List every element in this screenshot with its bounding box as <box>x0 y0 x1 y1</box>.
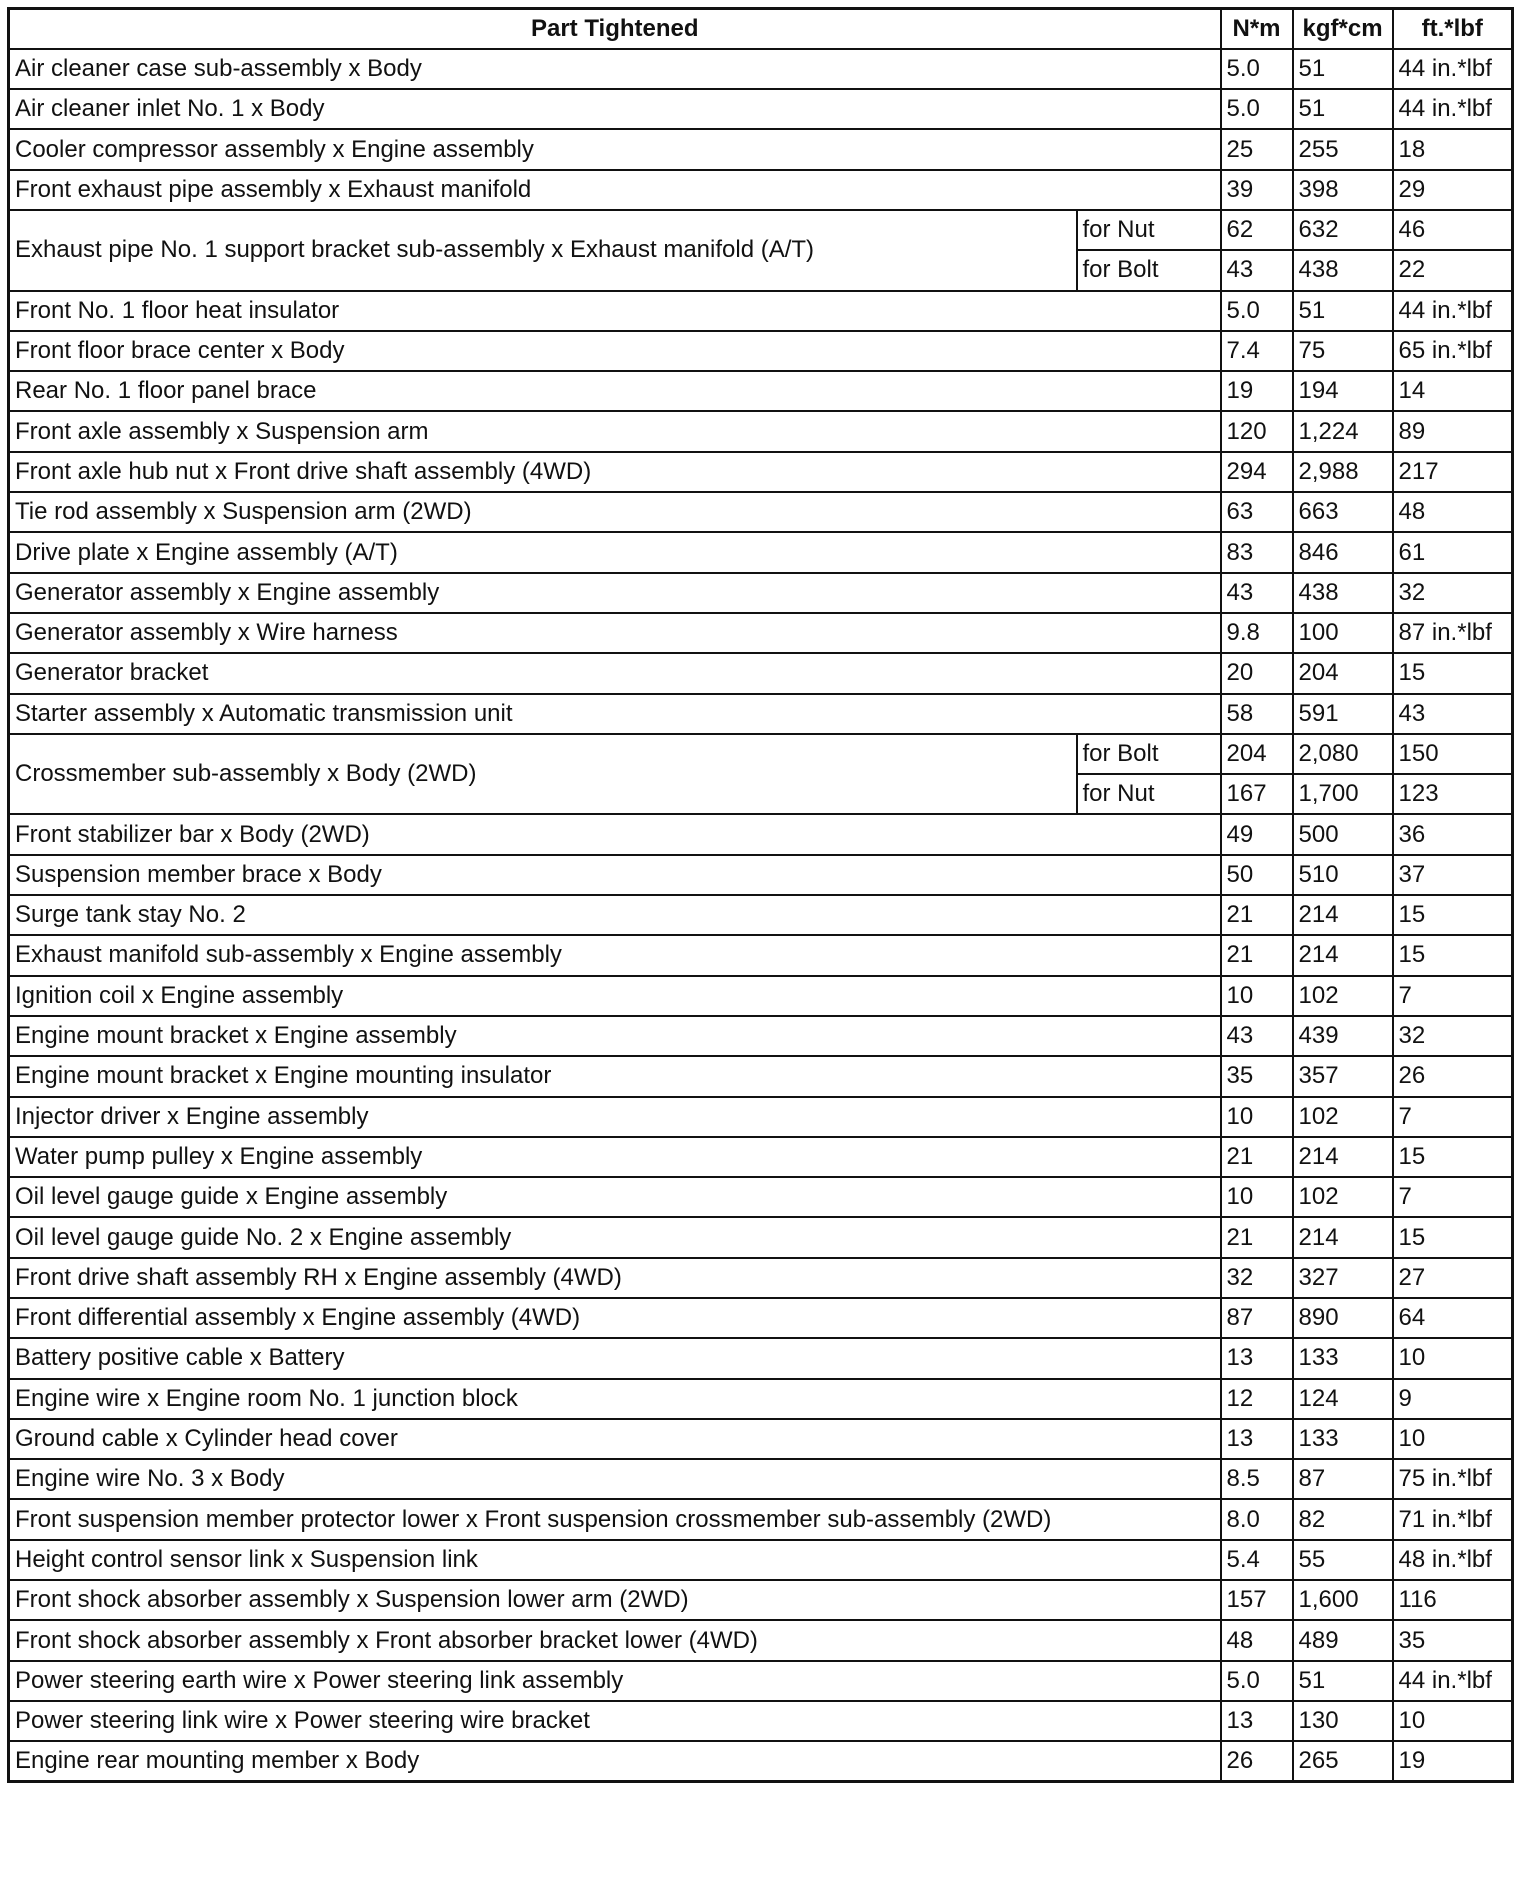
header-nm: N*m <box>1221 9 1293 49</box>
table-row <box>9 492 1513 532</box>
nm-cell: 35 <box>1221 1056 1293 1096</box>
nm-cell: 26 <box>1221 1741 1293 1781</box>
kgf-cm-cell: 890 <box>1293 1298 1393 1338</box>
ft-lbf-cell: 44 in.*lbf <box>1393 291 1513 331</box>
ft-lbf-cell: 65 in.*lbf <box>1393 331 1513 371</box>
kgf-cm-cell: 510 <box>1293 855 1393 895</box>
kgf-cm-cell: 51 <box>1293 291 1393 331</box>
table-row <box>9 734 1513 774</box>
nm-cell: 50 <box>1221 855 1293 895</box>
kgf-cm-cell: 102 <box>1293 1177 1393 1217</box>
table-row <box>9 1580 1513 1620</box>
ft-lbf-cell: 89 <box>1393 411 1513 451</box>
part-cell: Power steering link wire x Power steering wire bracket <box>9 1701 1221 1741</box>
kgf-cm-cell: 489 <box>1293 1620 1393 1660</box>
table-row <box>9 1298 1513 1338</box>
ft-lbf-cell: 217 <box>1393 452 1513 492</box>
ft-lbf-cell: 44 in.*lbf <box>1393 89 1513 129</box>
nm-cell: 21 <box>1221 1137 1293 1177</box>
kgf-cm-cell: 1,600 <box>1293 1580 1393 1620</box>
header-kgf-cm: kgf*cm <box>1293 9 1393 49</box>
nm-cell: 8.0 <box>1221 1499 1293 1539</box>
nm-cell: 87 <box>1221 1298 1293 1338</box>
ft-lbf-cell: 9 <box>1393 1379 1513 1419</box>
kgf-cm-cell: 500 <box>1293 814 1393 854</box>
table-row <box>9 855 1513 895</box>
kgf-cm-cell: 51 <box>1293 1661 1393 1701</box>
kgf-cm-cell: 133 <box>1293 1338 1393 1378</box>
nm-cell: 21 <box>1221 1217 1293 1257</box>
table-row <box>9 1620 1513 1660</box>
nm-cell: 120 <box>1221 411 1293 451</box>
part-cell: Air cleaner case sub-assembly x Body <box>9 49 1221 89</box>
fastener-type-cell: for Nut <box>1077 774 1221 814</box>
ft-lbf-cell: 150 <box>1393 734 1513 774</box>
ft-lbf-cell: 48 <box>1393 492 1513 532</box>
ft-lbf-cell: 44 in.*lbf <box>1393 1661 1513 1701</box>
kgf-cm-cell: 357 <box>1293 1056 1393 1096</box>
part-cell: Engine mount bracket x Engine assembly <box>9 1016 1221 1056</box>
part-cell: Crossmember sub-assembly x Body (2WD) <box>9 734 1077 815</box>
kgf-cm-cell: 327 <box>1293 1258 1393 1298</box>
nm-cell: 13 <box>1221 1338 1293 1378</box>
fastener-type-cell: for Bolt <box>1077 734 1221 774</box>
kgf-cm-cell: 2,080 <box>1293 734 1393 774</box>
nm-cell: 63 <box>1221 492 1293 532</box>
part-cell: Drive plate x Engine assembly (A/T) <box>9 532 1221 572</box>
kgf-cm-cell: 265 <box>1293 1741 1393 1781</box>
table-row <box>9 1741 1513 1781</box>
table-row <box>9 532 1513 572</box>
part-cell: Generator bracket <box>9 653 1221 693</box>
table-row <box>9 1016 1513 1056</box>
table-row <box>9 1258 1513 1298</box>
table-row <box>9 1097 1513 1137</box>
kgf-cm-cell: 102 <box>1293 1097 1393 1137</box>
part-cell: Water pump pulley x Engine assembly <box>9 1137 1221 1177</box>
kgf-cm-cell: 214 <box>1293 1137 1393 1177</box>
part-cell: Front axle assembly x Suspension arm <box>9 411 1221 451</box>
nm-cell: 49 <box>1221 814 1293 854</box>
table-row <box>9 371 1513 411</box>
ft-lbf-cell: 36 <box>1393 814 1513 854</box>
part-cell: Front shock absorber assembly x Suspension lower arm (2WD) <box>9 1580 1221 1620</box>
nm-cell: 5.4 <box>1221 1540 1293 1580</box>
nm-cell: 5.0 <box>1221 291 1293 331</box>
part-cell: Ignition coil x Engine assembly <box>9 976 1221 1016</box>
kgf-cm-cell: 1,224 <box>1293 411 1393 451</box>
nm-cell: 5.0 <box>1221 49 1293 89</box>
table-row <box>9 1499 1513 1539</box>
kgf-cm-cell: 124 <box>1293 1379 1393 1419</box>
part-cell: Front drive shaft assembly RH x Engine assembly (4WD) <box>9 1258 1221 1298</box>
ft-lbf-cell: 35 <box>1393 1620 1513 1660</box>
part-cell: Rear No. 1 floor panel brace <box>9 371 1221 411</box>
nm-cell: 10 <box>1221 976 1293 1016</box>
ft-lbf-cell: 43 <box>1393 694 1513 734</box>
kgf-cm-cell: 51 <box>1293 49 1393 89</box>
table-row <box>9 935 1513 975</box>
table-row <box>9 210 1513 250</box>
nm-cell: 32 <box>1221 1258 1293 1298</box>
kgf-cm-cell: 204 <box>1293 653 1393 693</box>
kgf-cm-cell: 438 <box>1293 573 1393 613</box>
table-row <box>9 452 1513 492</box>
part-cell: Battery positive cable x Battery <box>9 1338 1221 1378</box>
ft-lbf-cell: 123 <box>1393 774 1513 814</box>
table-row <box>9 1056 1513 1096</box>
ft-lbf-cell: 26 <box>1393 1056 1513 1096</box>
part-cell: Engine wire x Engine room No. 1 junction block <box>9 1379 1221 1419</box>
table-row <box>9 694 1513 734</box>
part-cell: Surge tank stay No. 2 <box>9 895 1221 935</box>
kgf-cm-cell: 1,700 <box>1293 774 1393 814</box>
ft-lbf-cell: 19 <box>1393 1741 1513 1781</box>
part-cell: Injector driver x Engine assembly <box>9 1097 1221 1137</box>
part-cell: Height control sensor link x Suspension link <box>9 1540 1221 1580</box>
part-cell: Front differential assembly x Engine assembly (4WD) <box>9 1298 1221 1338</box>
table-row <box>9 814 1513 854</box>
part-cell: Generator assembly x Wire harness <box>9 613 1221 653</box>
nm-cell: 21 <box>1221 895 1293 935</box>
kgf-cm-cell: 102 <box>1293 976 1393 1016</box>
table-row <box>9 170 1513 210</box>
kgf-cm-cell: 663 <box>1293 492 1393 532</box>
ft-lbf-cell: 61 <box>1393 532 1513 572</box>
ft-lbf-cell: 32 <box>1393 1016 1513 1056</box>
ft-lbf-cell: 71 in.*lbf <box>1393 1499 1513 1539</box>
nm-cell: 43 <box>1221 573 1293 613</box>
part-cell: Front suspension member protector lower x Front suspension crossmember sub-assembly (2WD) <box>9 1499 1221 1539</box>
nm-cell: 167 <box>1221 774 1293 814</box>
table-row <box>9 653 1513 693</box>
part-cell: Exhaust manifold sub-assembly x Engine assembly <box>9 935 1221 975</box>
ft-lbf-cell: 87 in.*lbf <box>1393 613 1513 653</box>
ft-lbf-cell: 10 <box>1393 1419 1513 1459</box>
ft-lbf-cell: 27 <box>1393 1258 1513 1298</box>
part-cell: Oil level gauge guide x Engine assembly <box>9 1177 1221 1217</box>
ft-lbf-cell: 64 <box>1393 1298 1513 1338</box>
table-row <box>9 331 1513 371</box>
part-cell: Front No. 1 floor heat insulator <box>9 291 1221 331</box>
kgf-cm-cell: 2,988 <box>1293 452 1393 492</box>
ft-lbf-cell: 15 <box>1393 1217 1513 1257</box>
table-row <box>9 291 1513 331</box>
kgf-cm-cell: 133 <box>1293 1419 1393 1459</box>
ft-lbf-cell: 10 <box>1393 1701 1513 1741</box>
ft-lbf-cell: 14 <box>1393 371 1513 411</box>
ft-lbf-cell: 32 <box>1393 573 1513 613</box>
part-cell: Oil level gauge guide No. 2 x Engine assembly <box>9 1217 1221 1257</box>
ft-lbf-cell: 18 <box>1393 129 1513 169</box>
nm-cell: 48 <box>1221 1620 1293 1660</box>
table-row <box>9 411 1513 451</box>
table-row <box>9 129 1513 169</box>
part-cell: Front stabilizer bar x Body (2WD) <box>9 814 1221 854</box>
kgf-cm-cell: 55 <box>1293 1540 1393 1580</box>
kgf-cm-cell: 194 <box>1293 371 1393 411</box>
nm-cell: 294 <box>1221 452 1293 492</box>
part-cell: Front exhaust pipe assembly x Exhaust manifold <box>9 170 1221 210</box>
kgf-cm-cell: 846 <box>1293 532 1393 572</box>
ft-lbf-cell: 10 <box>1393 1338 1513 1378</box>
kgf-cm-cell: 82 <box>1293 1499 1393 1539</box>
nm-cell: 10 <box>1221 1097 1293 1137</box>
kgf-cm-cell: 87 <box>1293 1459 1393 1499</box>
nm-cell: 12 <box>1221 1379 1293 1419</box>
part-cell: Air cleaner inlet No. 1 x Body <box>9 89 1221 129</box>
fastener-type-cell: for Nut <box>1077 210 1221 250</box>
header-part-tightened: Part Tightened <box>9 9 1221 49</box>
kgf-cm-cell: 398 <box>1293 170 1393 210</box>
ft-lbf-cell: 15 <box>1393 895 1513 935</box>
table-row <box>9 1540 1513 1580</box>
nm-cell: 19 <box>1221 371 1293 411</box>
table-row <box>9 1419 1513 1459</box>
table-row <box>9 1338 1513 1378</box>
nm-cell: 7.4 <box>1221 331 1293 371</box>
ft-lbf-cell: 7 <box>1393 1097 1513 1137</box>
table-row <box>9 1701 1513 1741</box>
table-row <box>9 976 1513 1016</box>
kgf-cm-cell: 51 <box>1293 89 1393 129</box>
part-cell: Cooler compressor assembly x Engine assembly <box>9 129 1221 169</box>
nm-cell: 5.0 <box>1221 1661 1293 1701</box>
nm-cell: 10 <box>1221 1177 1293 1217</box>
ft-lbf-cell: 44 in.*lbf <box>1393 49 1513 89</box>
part-cell: Ground cable x Cylinder head cover <box>9 1419 1221 1459</box>
part-cell: Front axle hub nut x Front drive shaft assembly (4WD) <box>9 452 1221 492</box>
ft-lbf-cell: 37 <box>1393 855 1513 895</box>
fastener-type-cell: for Bolt <box>1077 250 1221 290</box>
table-row <box>9 613 1513 653</box>
table-body <box>9 49 1513 1782</box>
ft-lbf-cell: 22 <box>1393 250 1513 290</box>
ft-lbf-cell: 15 <box>1393 935 1513 975</box>
part-cell: Engine mount bracket x Engine mounting insulator <box>9 1056 1221 1096</box>
table-row <box>9 895 1513 935</box>
ft-lbf-cell: 15 <box>1393 653 1513 693</box>
torque-specification-table <box>7 7 1514 1783</box>
table-row <box>9 1217 1513 1257</box>
ft-lbf-cell: 75 in.*lbf <box>1393 1459 1513 1499</box>
kgf-cm-cell: 130 <box>1293 1701 1393 1741</box>
ft-lbf-cell: 7 <box>1393 1177 1513 1217</box>
part-cell: Exhaust pipe No. 1 support bracket sub-assembly x Exhaust manifold (A/T) <box>9 210 1077 291</box>
nm-cell: 58 <box>1221 694 1293 734</box>
table-row <box>9 1379 1513 1419</box>
kgf-cm-cell: 214 <box>1293 935 1393 975</box>
part-cell: Front shock absorber assembly x Front absorber bracket lower (4WD) <box>9 1620 1221 1660</box>
nm-cell: 8.5 <box>1221 1459 1293 1499</box>
kgf-cm-cell: 438 <box>1293 250 1393 290</box>
table-row <box>9 1459 1513 1499</box>
nm-cell: 157 <box>1221 1580 1293 1620</box>
kgf-cm-cell: 632 <box>1293 210 1393 250</box>
kgf-cm-cell: 591 <box>1293 694 1393 734</box>
ft-lbf-cell: 15 <box>1393 1137 1513 1177</box>
kgf-cm-cell: 214 <box>1293 1217 1393 1257</box>
nm-cell: 62 <box>1221 210 1293 250</box>
part-cell: Generator assembly x Engine assembly <box>9 573 1221 613</box>
nm-cell: 21 <box>1221 935 1293 975</box>
header-ft-lbf: ft.*lbf <box>1393 9 1513 49</box>
ft-lbf-cell: 46 <box>1393 210 1513 250</box>
nm-cell: 20 <box>1221 653 1293 693</box>
table-row <box>9 573 1513 613</box>
part-cell: Front floor brace center x Body <box>9 331 1221 371</box>
kgf-cm-cell: 214 <box>1293 895 1393 935</box>
ft-lbf-cell: 7 <box>1393 976 1513 1016</box>
nm-cell: 43 <box>1221 250 1293 290</box>
nm-cell: 25 <box>1221 129 1293 169</box>
ft-lbf-cell: 29 <box>1393 170 1513 210</box>
nm-cell: 13 <box>1221 1419 1293 1459</box>
part-cell: Engine rear mounting member x Body <box>9 1741 1221 1781</box>
table-row <box>9 1177 1513 1217</box>
kgf-cm-cell: 439 <box>1293 1016 1393 1056</box>
kgf-cm-cell: 255 <box>1293 129 1393 169</box>
nm-cell: 13 <box>1221 1701 1293 1741</box>
part-cell: Power steering earth wire x Power steering link assembly <box>9 1661 1221 1701</box>
kgf-cm-cell: 100 <box>1293 613 1393 653</box>
table-row <box>9 89 1513 129</box>
nm-cell: 5.0 <box>1221 89 1293 129</box>
table-row <box>9 1661 1513 1701</box>
nm-cell: 39 <box>1221 170 1293 210</box>
ft-lbf-cell: 116 <box>1393 1580 1513 1620</box>
nm-cell: 43 <box>1221 1016 1293 1056</box>
header-row <box>9 9 1513 49</box>
nm-cell: 83 <box>1221 532 1293 572</box>
table-row <box>9 49 1513 89</box>
table-row <box>9 1137 1513 1177</box>
kgf-cm-cell: 75 <box>1293 331 1393 371</box>
nm-cell: 204 <box>1221 734 1293 774</box>
part-cell: Suspension member brace x Body <box>9 855 1221 895</box>
part-cell: Engine wire No. 3 x Body <box>9 1459 1221 1499</box>
part-cell: Tie rod assembly x Suspension arm (2WD) <box>9 492 1221 532</box>
ft-lbf-cell: 48 in.*lbf <box>1393 1540 1513 1580</box>
nm-cell: 9.8 <box>1221 613 1293 653</box>
part-cell: Starter assembly x Automatic transmission unit <box>9 694 1221 734</box>
